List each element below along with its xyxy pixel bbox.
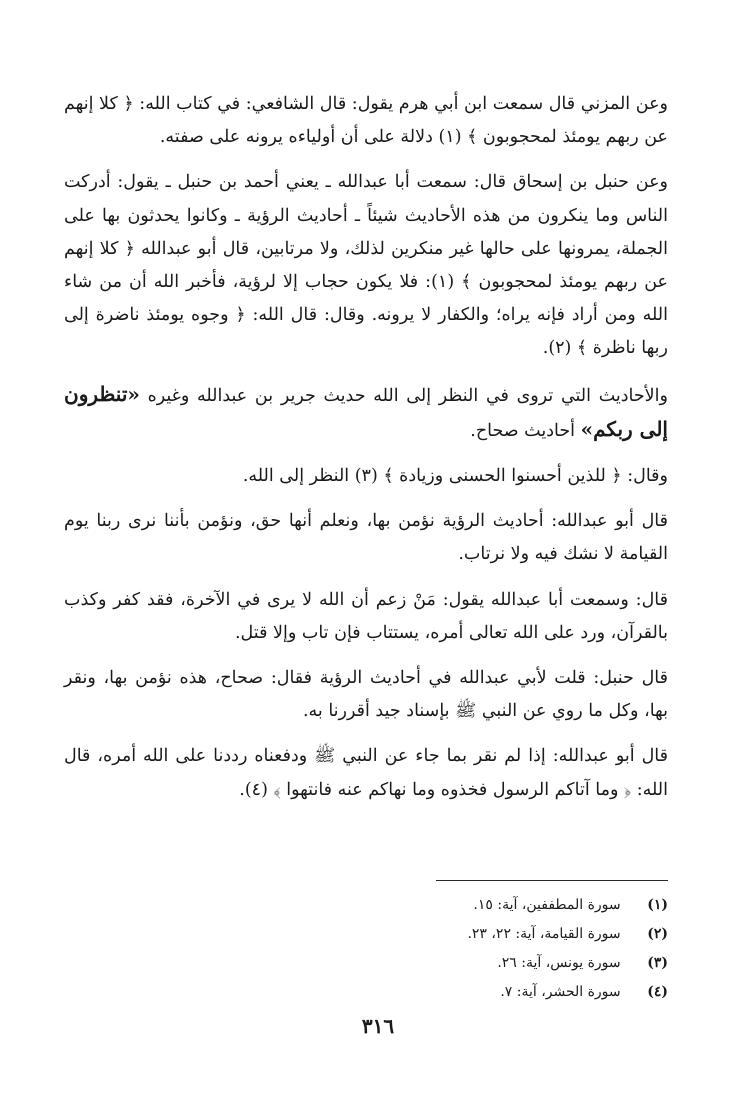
paragraph-muzani-shafii: وعن المزني قال سمعت ابن أبي هرم يقول: قال الشافعي: في كتاب الله: ﴿ كلا إنهم عن ربهم يومئذ لمحجوبون ﴾ (١) دلالة على أن أولياءه يرونه على صفته. <box>64 94 668 148</box>
paragraph-hanbal-ishaq: وعن حنبل بن إسحاق قال: سمعت أبا عبدالله ـ يعني أحمد بن حنبل ـ يقول: أدركت الناس وما ينكرون من هذه الأحاديث شيئاً ـ أحاديث الرؤية ـ وكانوا يحدثون بها على الجملة، يمرونها على حالها غير منكرين لذلك، ولا مرتابين، قال أبو عبدالله ﴿ كلا إنهم عن ربهم يومئذ لمحجوبون ﴾ (١): فلا يكون حجاب إلا لرؤية، فأخبر الله أن من شاء الله ومن أراد فإنه يراه؛ والكفار لا يرونه. وقال: قال الله: ﴿ وجوه يومئذ ناضرة إلى ربها ناظرة ﴾ (٢). <box>64 172 668 359</box>
paragraph-wa-qala: وقال: ﴿ للذين أحسنوا الحسنى وزيادة ﴾ (٣) النظر إلى الله. <box>242 466 668 487</box>
footnote-number: (١) <box>647 897 668 913</box>
footnote-number: (٢) <box>647 926 668 942</box>
footnote-text: سورة الحشر، آية: ٧. <box>500 984 621 1000</box>
footnote-text: سورة القيامة، آية: ٢٢، ٢٣. <box>467 926 621 942</box>
footnote-item <box>420 920 668 949</box>
footnote-text: سورة المطففين، آية: ١٥. <box>473 897 621 913</box>
page-number: ٣١٦ <box>361 1014 395 1038</box>
paragraph-abu-abdullah-belief: قال أبو عبدالله: أحاديث الرؤية نؤمن بها، ونعلم أنها حق، ونؤمن بأننا نرى ربنا يوم القيامة لا نشك فيه ولا نرتاب. <box>64 511 668 565</box>
paragraph-hanbal-question: قال حنبل: قلت لأبي عبدالله في أحاديث الرؤية فقال: صحاح، هذه نؤمن بها، ونقر بها، وكل ما روي عن النبي ﷺ بإسناد جيد أقررنا به. <box>64 668 668 722</box>
footnote-number: (٣) <box>647 955 668 971</box>
paragraph-hadiths-ruyah <box>64 378 668 448</box>
paragraph-man-zaam: قال: وسمعت أبا عبدالله يقول: مَنْ زعم أن الله لا يرى في الآخرة، فقد كفر وكذب بالقرآن، ورد على الله تعالى أمره، يستتاب فإن تاب وإلا قتل. <box>64 589 668 643</box>
footnote-item <box>420 978 668 1007</box>
footnote-item <box>420 891 668 920</box>
paragraph-text-after: أحاديث صحاح. <box>470 420 576 441</box>
paragraph-idha-lam-nuqir: قال أبو عبدالله: إذا لم نقر بما جاء عن النبي ﷺ ودفعناه رددنا على الله أمره، قال الله: ﴿ وما آتاكم الرسول فخذوه وما نهاكم عنه فانتهوا ﴾ (٤). <box>64 746 668 800</box>
footnote-number: (٤) <box>647 984 668 1000</box>
hadith-quote-bold: «تنظرون إلى ربكم» <box>64 381 668 441</box>
paragraph-text-before: والأحاديث التي تروى في النظر إلى الله حديث جرير بن عبدالله وغيره <box>147 385 668 406</box>
footnotes <box>420 891 668 1007</box>
footnote-item <box>420 949 668 978</box>
main-text <box>64 88 668 819</box>
footnote-separator <box>436 880 668 881</box>
footnote-text: سورة يونس، آية: ٢٦. <box>497 955 621 971</box>
